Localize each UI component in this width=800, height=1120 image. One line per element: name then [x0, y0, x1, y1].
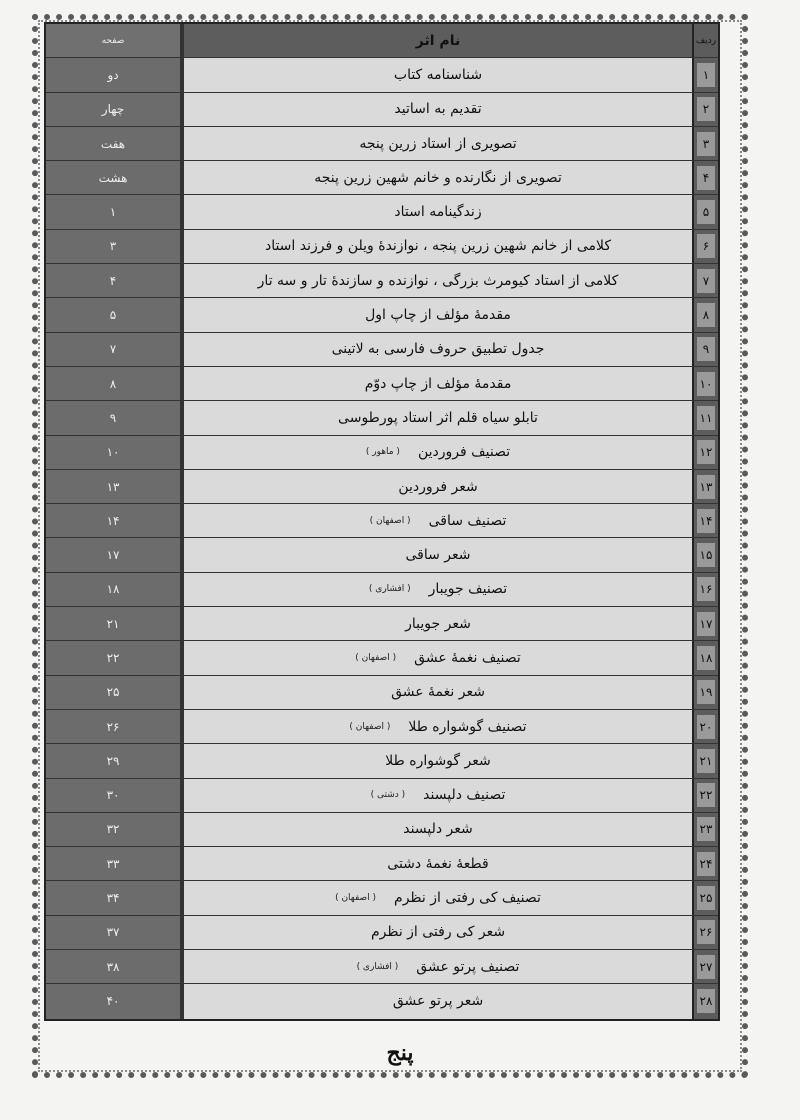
row-title-text: شعر جویبار: [405, 615, 471, 632]
row-title: [180, 367, 692, 400]
table-row: [46, 367, 718, 401]
row-number-text: ۱۹: [697, 680, 715, 704]
row-title: [180, 847, 692, 880]
row-title: [180, 127, 692, 160]
header-page: صفحه: [46, 24, 180, 57]
row-page: ۲۲: [46, 641, 180, 674]
row-page: ۲۶: [46, 710, 180, 743]
row-number: [692, 984, 718, 1018]
row-page: ۱۴: [46, 504, 180, 537]
row-number-text: ۲۷: [697, 955, 715, 979]
row-title: [180, 58, 692, 91]
row-title-text: تصنیف گوشواره طلا: [408, 718, 527, 735]
row-number-text: ۲۱: [697, 749, 715, 773]
row-page: ۷: [46, 333, 180, 366]
row-number-text: ۱۴: [697, 509, 715, 533]
row-page: ۳۸: [46, 950, 180, 983]
row-title-text: تقدیم به اساتید: [394, 101, 482, 118]
table-row: [46, 676, 718, 710]
row-page: ۸: [46, 367, 180, 400]
row-number: [692, 779, 718, 812]
row-number: [692, 401, 718, 434]
row-number: [692, 950, 718, 983]
row-number: [692, 916, 718, 949]
row-title-text: تصنیف دلپسند: [423, 787, 506, 804]
row-number: [692, 676, 718, 709]
row-title-text: تصنیف کی رفتی از نظرم: [394, 890, 541, 907]
row-number-text: ۶: [697, 234, 715, 258]
row-title-text: شعر گوشواره طلا: [385, 752, 491, 769]
row-number: [692, 230, 718, 263]
row-mode-note: ( اصفهان ): [335, 893, 377, 904]
row-title: [180, 676, 692, 709]
row-title-text: شناسنامه کتاب: [393, 66, 483, 83]
row-mode-note: ( افشاری ): [368, 584, 411, 595]
row-number: [692, 367, 718, 400]
row-page: ۱۸: [46, 573, 180, 606]
header-num: ردیف: [692, 24, 718, 57]
row-number: [692, 504, 718, 537]
row-number-text: ۲۳: [697, 817, 715, 841]
row-number: [692, 264, 718, 297]
row-number: [692, 813, 718, 846]
row-page: ۴: [46, 264, 180, 297]
row-page: ۵: [46, 298, 180, 331]
row-title: [180, 298, 692, 331]
table-row: [46, 127, 718, 161]
row-title: [180, 881, 692, 914]
row-page: ۱: [46, 195, 180, 228]
row-number-text: ۱۸: [697, 646, 715, 670]
row-title-text: تابلو سیاه قلم اثر استاد پورطوسی: [338, 409, 538, 426]
toc-rows: [46, 58, 718, 1018]
row-number-text: ۷: [697, 269, 715, 293]
row-page: هفت: [46, 127, 180, 160]
row-number: [692, 195, 718, 228]
row-number-text: ۲۰: [697, 715, 715, 739]
row-mode-note: ( ماهور ): [365, 447, 400, 458]
row-title: [180, 916, 692, 949]
row-number-text: ۱۱: [697, 406, 715, 430]
row-number-text: ۱۰: [697, 372, 715, 396]
table-row: [46, 573, 718, 607]
row-number: [692, 470, 718, 503]
row-page: چهار: [46, 93, 180, 126]
toc-header-row: [46, 24, 718, 58]
row-number-text: ۲۶: [697, 920, 715, 944]
row-title: [180, 195, 692, 228]
row-number: [692, 436, 718, 469]
table-row: [46, 813, 718, 847]
row-page: ۲۵: [46, 676, 180, 709]
row-title-text: تصنیف جویبار: [428, 581, 508, 598]
table-row: [46, 881, 718, 915]
table-row: [46, 195, 718, 229]
row-title-text: شعر فروردین: [398, 478, 478, 495]
table-row: [46, 161, 718, 195]
row-page: ۹: [46, 401, 180, 434]
row-number-text: ۲: [697, 97, 715, 121]
row-title: [180, 573, 692, 606]
row-number-text: ۲۸: [697, 989, 715, 1013]
row-page: ۴۰: [46, 984, 180, 1018]
row-title-text: تصویری از نگارنده و خانم شهین زرین پنجه: [314, 169, 562, 186]
row-number: [692, 881, 718, 914]
table-row: [46, 641, 718, 675]
row-number-text: ۸: [697, 303, 715, 327]
row-page: ۱۷: [46, 538, 180, 571]
table-row: [46, 264, 718, 298]
row-title-text: مقدمهٔ مؤلف از چاپ اول: [365, 307, 511, 324]
row-title: [180, 264, 692, 297]
row-title: [180, 230, 692, 263]
row-title: [180, 779, 692, 812]
toc-table: [44, 22, 720, 1021]
table-row: [46, 470, 718, 504]
row-number: [692, 538, 718, 571]
row-number-text: ۵: [697, 200, 715, 224]
table-row: [46, 744, 718, 778]
page-number-footer: پنج: [386, 1040, 414, 1066]
row-number: [692, 161, 718, 194]
row-title: [180, 470, 692, 503]
row-number-text: ۱۵: [697, 543, 715, 567]
row-number-text: ۲۴: [697, 852, 715, 876]
row-title-text: قطعهٔ نغمهٔ دشتی: [387, 855, 489, 872]
row-number-text: ۳: [697, 132, 715, 156]
table-row: [46, 504, 718, 538]
table-row: [46, 401, 718, 435]
table-row: [46, 230, 718, 264]
row-title-text: تصنیف ساقی: [428, 512, 507, 529]
row-title: [180, 161, 692, 194]
table-row: [46, 779, 718, 813]
row-mode-note: ( افشاری ): [356, 961, 399, 972]
row-number: [692, 127, 718, 160]
row-page: ۳۴: [46, 881, 180, 914]
row-number: [692, 298, 718, 331]
row-number-text: ۴: [697, 166, 715, 190]
table-row: [46, 984, 718, 1018]
row-number: [692, 710, 718, 743]
row-title: [180, 436, 692, 469]
row-page: ۳۲: [46, 813, 180, 846]
table-row: [46, 93, 718, 127]
row-number: [692, 573, 718, 606]
table-row: [46, 333, 718, 367]
row-title-text: شعر کی رفتی از نظرم: [370, 924, 506, 941]
row-number-text: ۹: [697, 337, 715, 361]
row-title-text: شعر دلپسند: [403, 821, 473, 838]
row-mode-note: ( اصفهان ): [369, 515, 411, 526]
row-title: [180, 744, 692, 777]
row-number: [692, 847, 718, 880]
row-page: ۳۰: [46, 779, 180, 812]
row-title: [180, 93, 692, 126]
row-title: [180, 641, 692, 674]
row-title: [180, 710, 692, 743]
row-title-text: شعر ساقی: [405, 547, 471, 564]
row-title: [180, 401, 692, 434]
row-number-text: ۲۵: [697, 886, 715, 910]
table-row: [46, 298, 718, 332]
row-title: [180, 538, 692, 571]
row-page: دو: [46, 58, 180, 91]
row-number-text: ۱۳: [697, 475, 715, 499]
row-page: هشت: [46, 161, 180, 194]
row-number: [692, 744, 718, 777]
row-page: ۳: [46, 230, 180, 263]
table-row: [46, 58, 718, 92]
row-title-text: کلامی از خانم شهین زرین پنجه ، نوازندهٔ ویلن و فرزند استاد: [264, 238, 612, 255]
row-title: [180, 950, 692, 983]
row-page: ۳۷: [46, 916, 180, 949]
row-title: [180, 504, 692, 537]
row-title: [180, 607, 692, 640]
row-title-text: شعر پرتو عشق: [392, 993, 484, 1010]
row-title-text: شعر نغمهٔ عشق: [391, 684, 485, 701]
row-title: [180, 813, 692, 846]
row-number: [692, 333, 718, 366]
row-title-text: تصنیف فروردین: [417, 444, 511, 461]
row-number: [692, 641, 718, 674]
table-row: [46, 607, 718, 641]
row-page: ۳۳: [46, 847, 180, 880]
row-number: [692, 607, 718, 640]
row-mode-note: ( اصفهان ): [349, 721, 391, 732]
header-title: نام اثر: [180, 24, 692, 57]
row-title-text: تصویری از استاد زرین پنجه: [359, 135, 517, 152]
row-mode-note: ( اصفهان ): [355, 652, 397, 663]
row-page: ۲۱: [46, 607, 180, 640]
row-title: [180, 333, 692, 366]
table-row: [46, 916, 718, 950]
row-title-text: زندگینامه استاد: [394, 204, 482, 221]
row-page: ۱۰: [46, 436, 180, 469]
table-row: [46, 538, 718, 572]
row-page: ۱۳: [46, 470, 180, 503]
row-title-text: تصنیف نغمهٔ عشق: [414, 649, 521, 666]
row-number: [692, 93, 718, 126]
row-number-text: ۱: [697, 63, 715, 87]
row-title: [180, 984, 692, 1018]
row-number: [692, 58, 718, 91]
row-page: ۲۹: [46, 744, 180, 777]
row-number-text: ۱۷: [697, 612, 715, 636]
row-number-text: ۱۲: [697, 440, 715, 464]
table-row: [46, 847, 718, 881]
row-title-text: جدول تطبیق حروف فارسی به لاتینی: [331, 341, 545, 358]
row-title-text: کلامی از استاد کیومرث بزرگی ، نوازنده و سازندهٔ تار و سه تار: [257, 272, 619, 289]
row-title-text: مقدمهٔ مؤلف از چاپ دوّم: [364, 375, 512, 392]
table-row: [46, 436, 718, 470]
row-number-text: ۱۶: [697, 577, 715, 601]
table-row: [46, 950, 718, 984]
row-title-text: تصنیف پرتو عشق: [416, 958, 520, 975]
row-number-text: ۲۲: [697, 783, 715, 807]
row-mode-note: ( دشتی ): [370, 790, 406, 801]
table-row: [46, 710, 718, 744]
